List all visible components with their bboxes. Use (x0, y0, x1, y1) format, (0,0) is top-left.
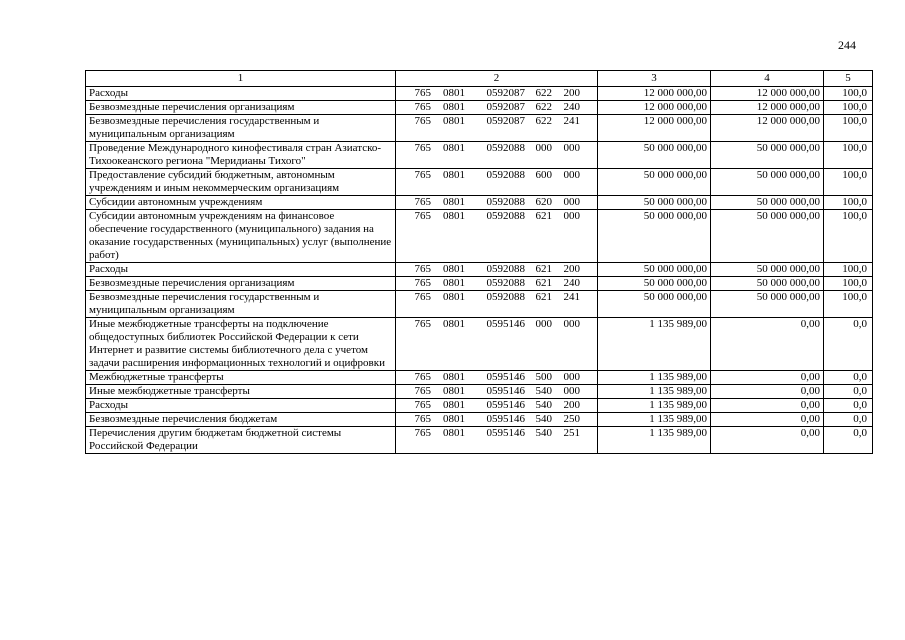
row-codes (396, 277, 598, 291)
code-cell: 250 (563, 413, 580, 425)
execution-percent: 100,0 (824, 291, 873, 318)
execution-percent: 100,0 (824, 115, 873, 142)
code-cell: 000 (563, 318, 580, 330)
row-codes (396, 413, 598, 427)
code-cell: 0801 (443, 115, 465, 127)
code-cell: 621 (535, 277, 552, 289)
code-cell: 765 (414, 115, 431, 127)
plan-amount: 12 000 000,00 (598, 115, 711, 142)
code-cell: 241 (563, 291, 580, 303)
code-cell: 765 (414, 413, 431, 425)
code-cell: 0595146 (486, 399, 525, 411)
row-codes (396, 318, 598, 371)
code-cell: 0595146 (486, 427, 525, 439)
table-body (86, 87, 873, 454)
code-cell: 0595146 (486, 318, 525, 330)
code-cell: 0801 (443, 413, 465, 425)
plan-amount: 1 135 989,00 (598, 413, 711, 427)
row-name: Субсидии автономным учреждениям на финансовое обеспечение государственного (муниципального) задания на оказание государственных (муниципальных) услуг (выполнение работ) (86, 210, 396, 263)
execution-percent: 0,0 (824, 385, 873, 399)
plan-amount: 1 135 989,00 (598, 318, 711, 371)
row-name: Безвозмездные перечисления бюджетам (86, 413, 396, 427)
code-cell: 622 (535, 87, 552, 99)
executed-amount: 50 000 000,00 (711, 263, 824, 277)
code-cell: 620 (535, 196, 552, 208)
code-cell: 200 (563, 399, 580, 411)
row-name: Расходы (86, 263, 396, 277)
code-cell: 765 (414, 142, 431, 154)
code-cell: 0801 (443, 169, 465, 181)
code-cell: 0801 (443, 399, 465, 411)
code-cell: 622 (535, 115, 552, 127)
row-name: Межбюджетные трансферты (86, 371, 396, 385)
table-row (86, 277, 873, 291)
table-row (86, 87, 873, 101)
code-cell: 000 (563, 196, 580, 208)
plan-amount: 1 135 989,00 (598, 385, 711, 399)
executed-amount: 50 000 000,00 (711, 196, 824, 210)
execution-percent: 100,0 (824, 196, 873, 210)
table-row (86, 427, 873, 454)
code-cell: 765 (414, 399, 431, 411)
execution-percent: 0,0 (824, 427, 873, 454)
code-cell: 000 (535, 318, 552, 330)
executed-amount: 50 000 000,00 (711, 210, 824, 263)
code-cell: 0801 (443, 196, 465, 208)
row-name: Расходы (86, 87, 396, 101)
code-cell: 765 (414, 385, 431, 397)
column-header: 4 (711, 71, 824, 87)
executed-amount: 12 000 000,00 (711, 115, 824, 142)
code-cell: 0801 (443, 291, 465, 303)
executed-amount: 50 000 000,00 (711, 277, 824, 291)
code-cell: 600 (535, 169, 552, 181)
code-cell: 0592087 (486, 87, 525, 99)
code-cell: 765 (414, 263, 431, 275)
code-cell: 540 (535, 413, 552, 425)
row-codes (396, 371, 598, 385)
row-name: Иные межбюджетные трансферты на подключение общедоступных библиотек Российской Федерации к сети Интернет и развитие системы библиотечного дела с учетом задачи расширения информационных технологий и оцифровки (86, 318, 396, 371)
column-header: 5 (824, 71, 873, 87)
table-row (86, 291, 873, 318)
code-cell: 0592088 (486, 169, 525, 181)
plan-amount: 50 000 000,00 (598, 291, 711, 318)
code-cell: 0801 (443, 210, 465, 222)
plan-amount: 12 000 000,00 (598, 87, 711, 101)
table-row (86, 196, 873, 210)
execution-percent: 100,0 (824, 87, 873, 101)
table-row (86, 142, 873, 169)
table-row (86, 169, 873, 196)
code-cell: 0592088 (486, 263, 525, 275)
row-codes (396, 169, 598, 196)
code-cell: 0801 (443, 385, 465, 397)
row-name: Иные межбюджетные трансферты (86, 385, 396, 399)
code-cell: 765 (414, 291, 431, 303)
execution-percent: 100,0 (824, 142, 873, 169)
execution-percent: 0,0 (824, 318, 873, 371)
plan-amount: 1 135 989,00 (598, 427, 711, 454)
table-row (86, 399, 873, 413)
execution-percent: 100,0 (824, 263, 873, 277)
code-cell: 0801 (443, 87, 465, 99)
code-cell: 0801 (443, 427, 465, 439)
executed-amount: 0,00 (711, 399, 824, 413)
table-row (86, 210, 873, 263)
code-cell: 000 (535, 142, 552, 154)
row-codes (396, 142, 598, 169)
table-row (86, 115, 873, 142)
row-name: Безвозмездные перечисления государственным и муниципальным организациям (86, 115, 396, 142)
code-cell: 0595146 (486, 371, 525, 383)
code-cell: 251 (563, 427, 580, 439)
code-cell: 0592088 (486, 210, 525, 222)
row-name: Безвозмездные перечисления государственным и муниципальным организациям (86, 291, 396, 318)
executed-amount: 12 000 000,00 (711, 101, 824, 115)
code-cell: 0801 (443, 371, 465, 383)
executed-amount: 0,00 (711, 427, 824, 454)
executed-amount: 0,00 (711, 413, 824, 427)
executed-amount: 50 000 000,00 (711, 169, 824, 196)
code-cell: 000 (563, 169, 580, 181)
code-cell: 0592088 (486, 196, 525, 208)
code-cell: 000 (563, 142, 580, 154)
row-name: Безвозмездные перечисления организациям (86, 277, 396, 291)
plan-amount: 50 000 000,00 (598, 263, 711, 277)
row-codes (396, 196, 598, 210)
code-cell: 765 (414, 210, 431, 222)
code-cell: 765 (414, 169, 431, 181)
code-cell: 540 (535, 427, 552, 439)
executed-amount: 50 000 000,00 (711, 291, 824, 318)
row-codes (396, 101, 598, 115)
plan-amount: 50 000 000,00 (598, 277, 711, 291)
code-cell: 765 (414, 427, 431, 439)
executed-amount: 0,00 (711, 371, 824, 385)
budget-table (85, 70, 873, 454)
row-codes (396, 210, 598, 263)
code-cell: 0592087 (486, 101, 525, 113)
table-row (86, 318, 873, 371)
header-row (86, 71, 873, 87)
column-header: 2 (396, 71, 598, 87)
row-name: Субсидии автономным учреждениям (86, 196, 396, 210)
row-codes (396, 399, 598, 413)
row-codes (396, 87, 598, 101)
execution-percent: 100,0 (824, 101, 873, 115)
code-cell: 621 (535, 291, 552, 303)
execution-percent: 100,0 (824, 169, 873, 196)
plan-amount: 50 000 000,00 (598, 169, 711, 196)
code-cell: 540 (535, 399, 552, 411)
plan-amount: 12 000 000,00 (598, 101, 711, 115)
plan-amount: 1 135 989,00 (598, 399, 711, 413)
execution-percent: 100,0 (824, 277, 873, 291)
row-codes (396, 291, 598, 318)
code-cell: 621 (535, 210, 552, 222)
code-cell: 500 (535, 371, 552, 383)
code-cell: 200 (563, 263, 580, 275)
executed-amount: 0,00 (711, 385, 824, 399)
code-cell: 540 (535, 385, 552, 397)
row-codes (396, 427, 598, 454)
code-cell: 0592088 (486, 142, 525, 154)
row-codes (396, 115, 598, 142)
row-name: Предоставление субсидий бюджетным, автономным учреждениям и иным некоммерческим организациям (86, 169, 396, 196)
execution-percent: 0,0 (824, 399, 873, 413)
code-cell: 0595146 (486, 413, 525, 425)
table-row (86, 371, 873, 385)
code-cell: 0595146 (486, 385, 525, 397)
row-name: Проведение Международного кинофестиваля стран Азиатско-Тихоокеанского региона "Меридианы Тихого" (86, 142, 396, 169)
execution-percent: 100,0 (824, 210, 873, 263)
code-cell: 240 (563, 277, 580, 289)
execution-percent: 0,0 (824, 371, 873, 385)
table-row (86, 385, 873, 399)
plan-amount: 1 135 989,00 (598, 371, 711, 385)
code-cell: 0801 (443, 318, 465, 330)
code-cell: 200 (563, 87, 580, 99)
row-name: Безвозмездные перечисления организациям (86, 101, 396, 115)
plan-amount: 50 000 000,00 (598, 210, 711, 263)
code-cell: 241 (563, 115, 580, 127)
code-cell: 621 (535, 263, 552, 275)
page-number: 244 (838, 38, 856, 52)
row-codes (396, 385, 598, 399)
table-row (86, 101, 873, 115)
code-cell: 765 (414, 101, 431, 113)
code-cell: 0801 (443, 263, 465, 275)
code-cell: 000 (563, 385, 580, 397)
executed-amount: 50 000 000,00 (711, 142, 824, 169)
plan-amount: 50 000 000,00 (598, 142, 711, 169)
code-cell: 000 (563, 210, 580, 222)
column-header: 3 (598, 71, 711, 87)
code-cell: 765 (414, 318, 431, 330)
code-cell: 0801 (443, 277, 465, 289)
executed-amount: 0,00 (711, 318, 824, 371)
column-header: 1 (86, 71, 396, 87)
code-cell: 0801 (443, 142, 465, 154)
code-cell: 0801 (443, 101, 465, 113)
code-cell: 000 (563, 371, 580, 383)
code-cell: 0592088 (486, 291, 525, 303)
row-name: Расходы (86, 399, 396, 413)
table-row (86, 263, 873, 277)
code-cell: 765 (414, 196, 431, 208)
code-cell: 765 (414, 87, 431, 99)
code-cell: 765 (414, 371, 431, 383)
row-name: Перечисления другим бюджетам бюджетной системы Российской Федерации (86, 427, 396, 454)
code-cell: 622 (535, 101, 552, 113)
execution-percent: 0,0 (824, 413, 873, 427)
plan-amount: 50 000 000,00 (598, 196, 711, 210)
executed-amount: 12 000 000,00 (711, 87, 824, 101)
code-cell: 0592087 (486, 115, 525, 127)
table-row (86, 413, 873, 427)
row-codes (396, 263, 598, 277)
code-cell: 240 (563, 101, 580, 113)
code-cell: 0592088 (486, 277, 525, 289)
code-cell: 765 (414, 277, 431, 289)
